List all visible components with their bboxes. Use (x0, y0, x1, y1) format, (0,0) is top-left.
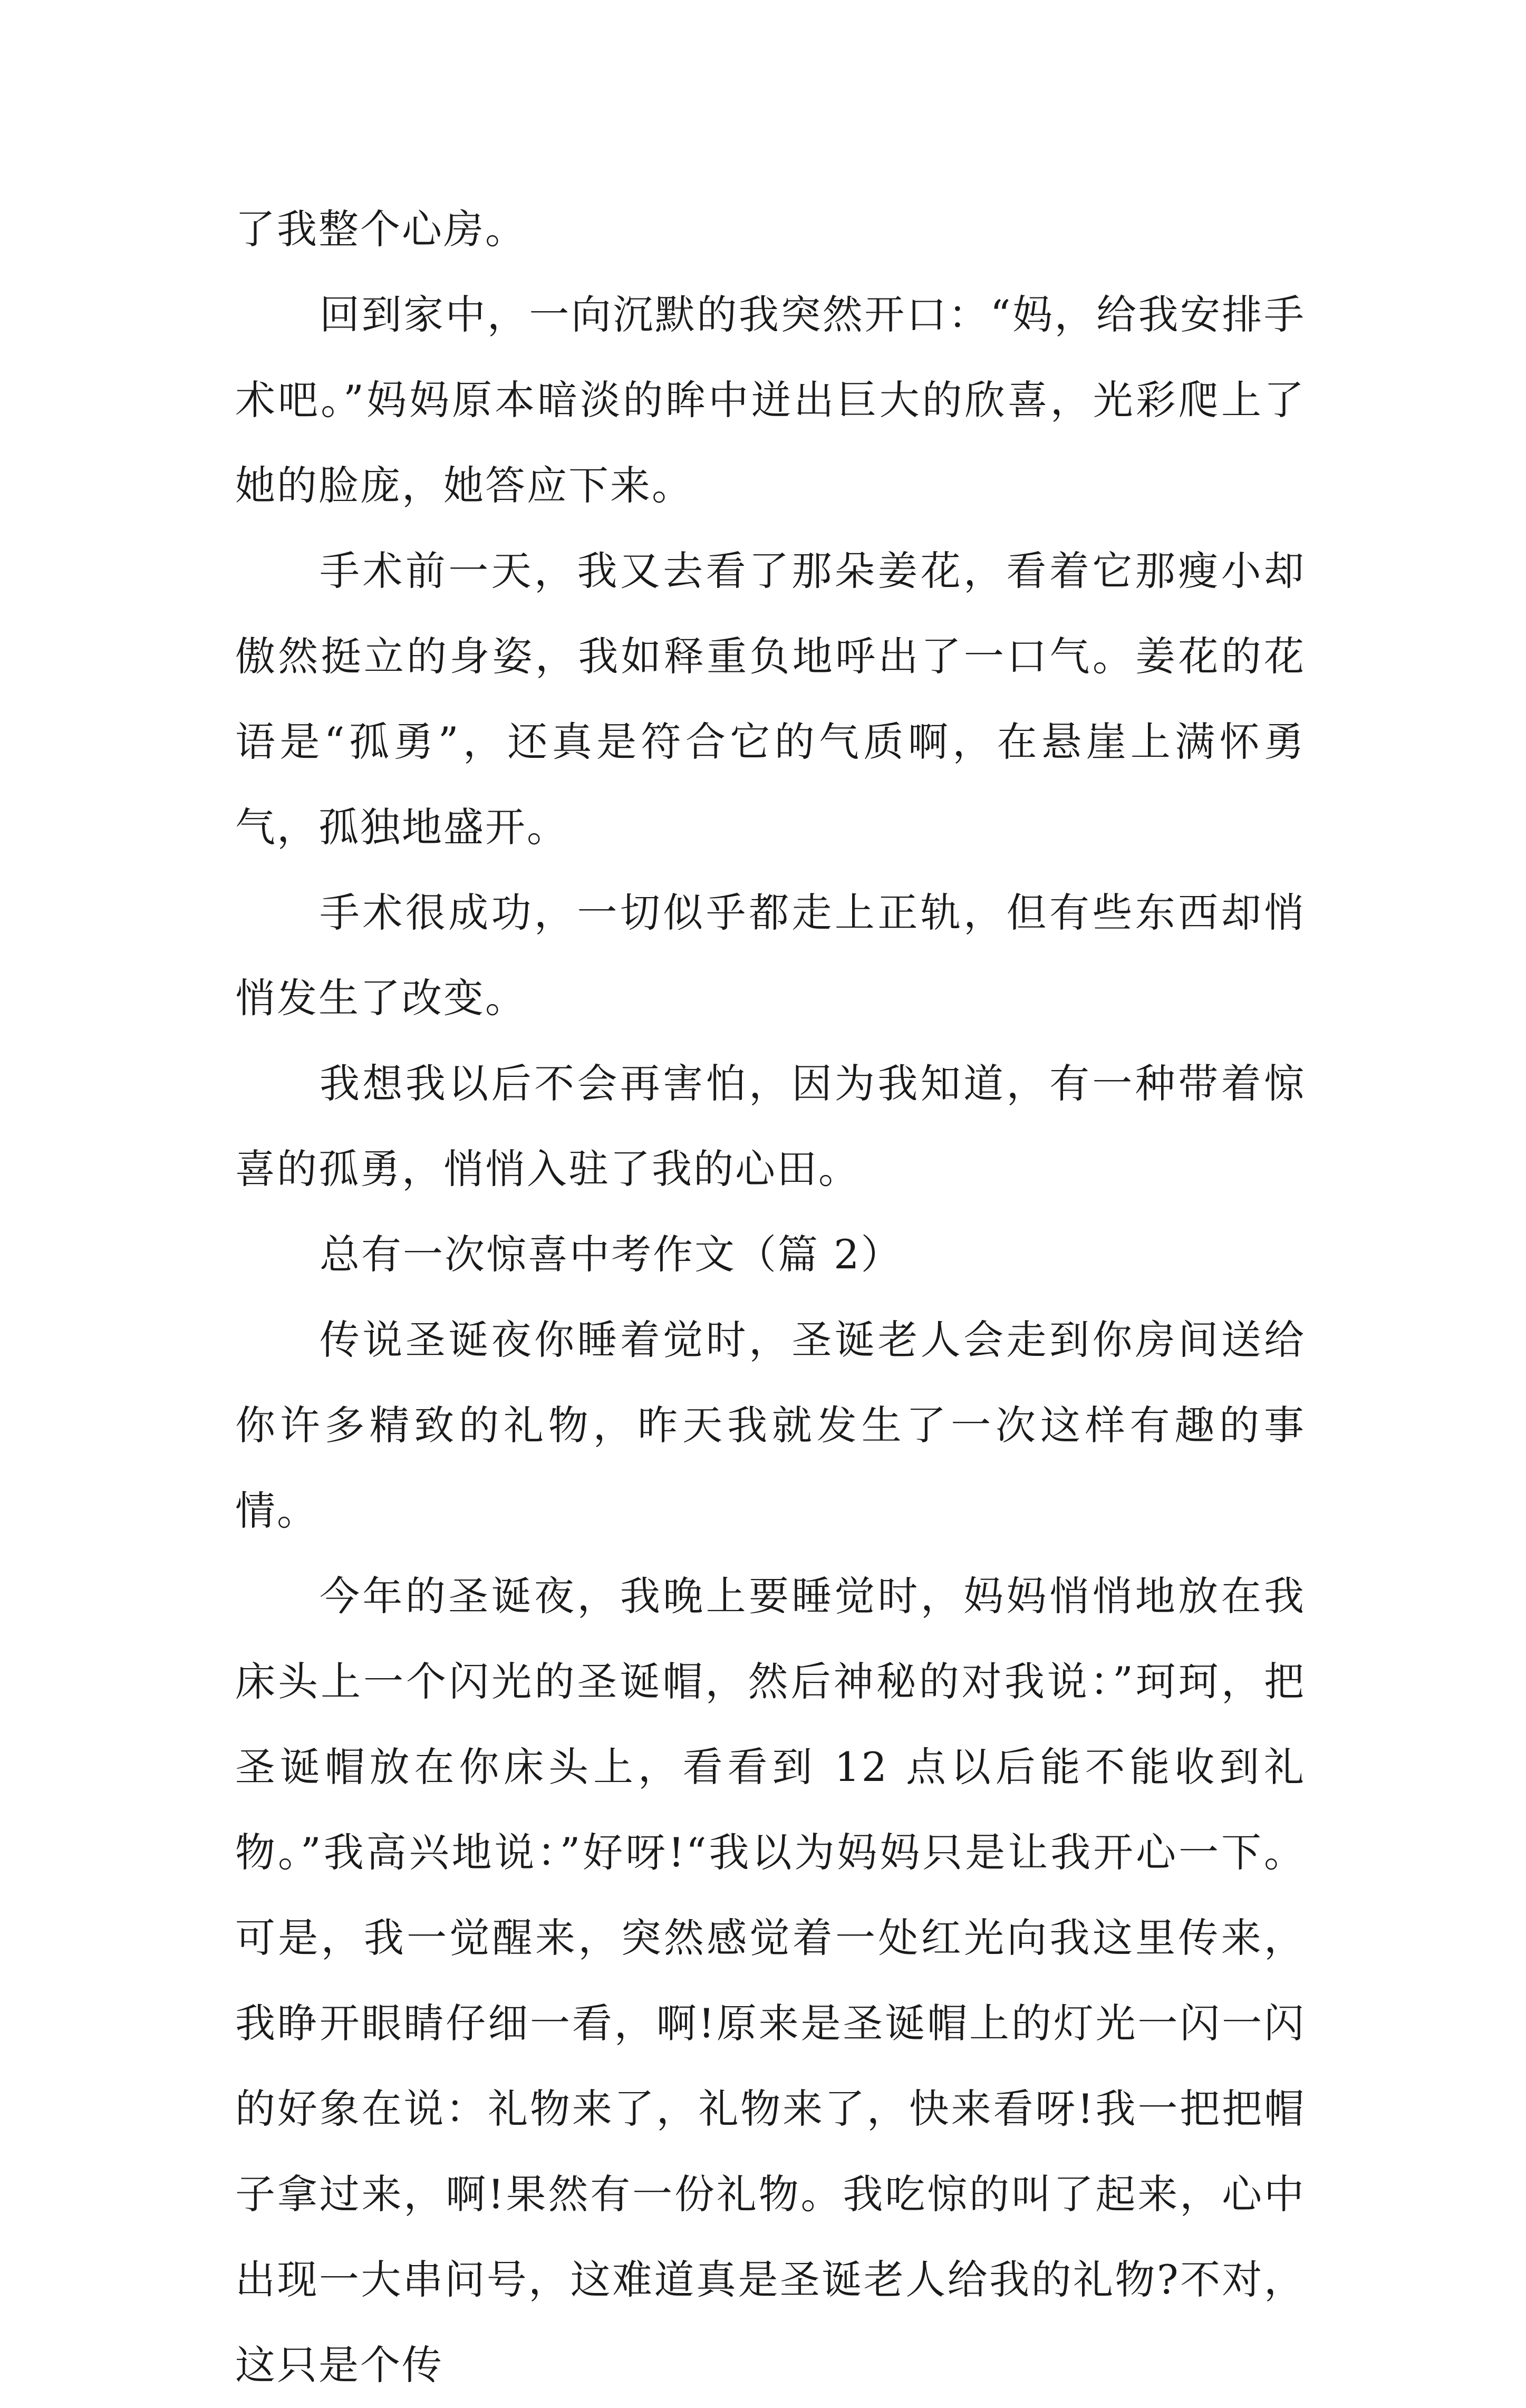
document-body (235, 187, 1306, 2408)
paragraph: 手术前一天，我又去看了那朵姜花，看着它那瘦小却傲然挺立的身姿，我如释重负地呼出了一口气。姜花的花语是“孤勇”，还真是符合它的气质啊，在悬崖上满怀勇气，孤独地盛开。 (235, 547, 1306, 851)
paragraph: 传说圣诞夜你睡着觉时，圣诞老人会走到你房间送给你许多精致的礼物，昨天我就发生了一次这样有趣的事情。 (235, 1316, 1306, 1534)
paragraph: 回到家中，一向沉默的我突然开口：“妈，给我安排手术吧。”妈妈原本暗淡的眸中迸出巨大的欣喜，光彩爬上了她的脸庞，她答应下来。 (235, 291, 1306, 509)
paragraph: 今年的圣诞夜，我晚上要睡觉时，妈妈悄悄地放在我床头上一个闪光的圣诞帽，然后神秘的对我说：”珂珂，把圣诞帽放在你床头上，看看到 12 点以后能不能收到礼物。”我高兴地说：”好呀!“我以为妈妈只是让我开心一下。可是，我一觉醒来，突然感觉着一处红光向我这里传来，我睁开眼睛仔细一看，啊!原来是圣诞帽上的灯光一闪一闪的好象在说：礼物来了，礼物来了，快来看呀!我一把把帽子拿过来，啊!果然有一份礼物。我吃惊的叫了起来，心中出现一大串问号，这难道真是圣诞老人给我的礼物?不对，这只是个传 (235, 1573, 1306, 2388)
paragraph: 了我整个心房。 (235, 206, 527, 253)
paragraph: 手术很成功，一切似乎都走上正轨，但有些东西却悄悄发生了改变。 (235, 889, 1306, 1022)
section-heading: 总有一次惊喜中考作文（篇 2） (320, 1231, 903, 1278)
paragraph: 我想我以后不会再害怕，因为我知道，有一种带着惊喜的孤勇，悄悄入驻了我的心田。 (235, 1060, 1306, 1192)
